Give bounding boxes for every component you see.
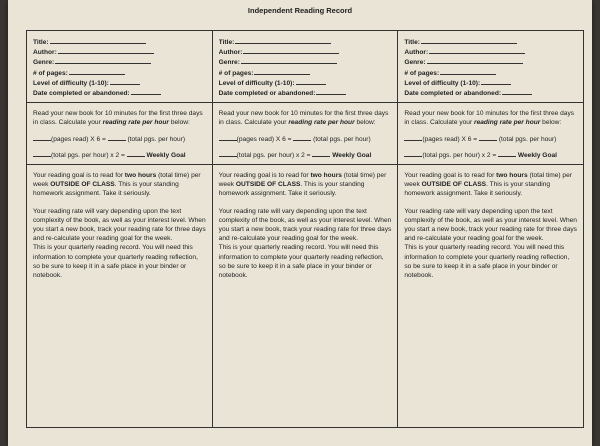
goal-text: Your reading goal is to read for two hours (total time) per week OUTSIDE OF CLASS. This is your standing homework assignment. Take it seriously. (404, 172, 572, 198)
pages-read-blank[interactable] (404, 134, 422, 141)
pgs-per-hour-blank[interactable] (219, 150, 237, 157)
goal-formula: (total pgs. per hour) x 2 = Weekly Goal (404, 150, 577, 160)
goal-text: Your reading goal is to read for two hours (total time) per week OUTSIDE OF CLASS. This is your standing homework assignment. Take it seriously. (33, 172, 201, 198)
rate-formula: (pages read) X 6 = (total pgs. per hour) (33, 134, 206, 144)
difficulty-field: Level of difficulty (1-10): (404, 78, 577, 88)
genre-field: Genre: (404, 57, 577, 67)
pages-field: # of pages: (33, 68, 206, 78)
rate-blank[interactable] (293, 134, 311, 141)
difficulty-blank[interactable] (296, 78, 326, 85)
title-blank[interactable] (421, 37, 517, 44)
record-column-1 (27, 31, 213, 427)
title-blank[interactable] (50, 37, 146, 44)
goal-text: Your reading goal is to read for two hours (total time) per week OUTSIDE OF CLASS. This is your standing homework assignment. Take it seriously. (218, 172, 387, 198)
genre-field: Genre: (219, 57, 392, 67)
date-blank[interactable] (316, 88, 346, 95)
weekly-goal-blank[interactable] (312, 150, 330, 157)
rate-paragraph: Your reading rate will vary depending upon the text complexity of the book, as well as your interest level. When you start a new book, track your reading rate for three days and re-calculate your reading goal for the week. (33, 207, 206, 243)
section-divider (398, 102, 583, 103)
rate-formula: (pages read) X 6 = (total pgs. per hour) (404, 134, 577, 144)
author-field: Author: (219, 47, 392, 57)
instructions-text: Read your new book for 10 minutes for the first three days in class. Calculate your reading rate per hour below: (33, 110, 203, 127)
date-field: Date completed or abandoned: (219, 88, 392, 98)
date-field: Date completed or abandoned: (33, 88, 206, 98)
difficulty-blank[interactable] (110, 78, 140, 85)
goal-formula: (total pgs. per hour) x 2 = Weekly Goal (33, 150, 206, 160)
instructions-text: Read your new book for 10 minutes for the first three days in class. Calculate your reading rate per hour below: (404, 110, 575, 127)
genre-blank[interactable] (241, 57, 337, 64)
section-divider (213, 102, 398, 103)
pages-read-blank[interactable] (219, 134, 237, 141)
author-blank[interactable] (58, 47, 154, 54)
section-divider (27, 164, 212, 165)
page-title: Independent Reading Record (247, 6, 353, 15)
pages-field: # of pages: (404, 68, 577, 78)
difficulty-field: Level of difficulty (1-10): (219, 78, 392, 88)
pages-blank[interactable] (254, 68, 310, 75)
pages-blank[interactable] (440, 68, 496, 75)
rate-formula: (pages read) X 6 = (total pgs. per hour) (219, 134, 392, 144)
rate-paragraph: Your reading rate will vary depending upon the text complexity of the book, as well as your interest level. When you start a new book, track your reading rate for three days and re-calculate your reading goal for the week. (404, 207, 577, 243)
pages-blank[interactable] (69, 68, 125, 75)
author-blank[interactable] (243, 47, 339, 54)
date-blank[interactable] (502, 88, 532, 95)
section-divider (213, 164, 398, 165)
pgs-per-hour-blank[interactable] (404, 150, 422, 157)
title-field: Title: (33, 37, 206, 47)
rate-blank[interactable] (108, 134, 126, 141)
record-table (26, 30, 584, 428)
author-field: Author: (404, 47, 577, 57)
quarterly-paragraph: This is your quarterly reading record. You will need this information to complete your quarterly reading reflection, so be sure to keep it in a safe place in your binder or notebook. (404, 244, 570, 280)
title-field: Title: (404, 37, 577, 47)
goal-formula: (total pgs. per hour) x 2 = Weekly Goal (219, 150, 392, 160)
date-blank[interactable] (131, 88, 161, 95)
date-field: Date completed or abandoned: (404, 88, 577, 98)
genre-blank[interactable] (55, 57, 151, 64)
worksheet-page (8, 0, 592, 446)
difficulty-blank[interactable] (481, 78, 511, 85)
author-field: Author: (33, 47, 206, 57)
rate-paragraph: Your reading rate will vary depending upon the text complexity of the book, as well as your interest level. When you start a new book, track your reading rate for three days and re-calculate your reading goal for the week. (218, 207, 392, 243)
author-blank[interactable] (429, 47, 525, 54)
quarterly-paragraph: This is your quarterly reading record. You will need this information to complete your quarterly reading reflection, so be sure to keep it in a safe place in your binder or notebook. (33, 244, 198, 280)
section-divider (398, 164, 583, 165)
genre-blank[interactable] (427, 57, 523, 64)
rate-blank[interactable] (479, 134, 497, 141)
difficulty-field: Level of difficulty (1-10): (33, 78, 206, 88)
section-divider (27, 102, 212, 103)
instructions-text: Read your new book for 10 minutes for the first three days in class. Calculate your reading rate per hour below: (218, 110, 389, 127)
pgs-per-hour-blank[interactable] (33, 150, 51, 157)
pages-read-blank[interactable] (33, 134, 51, 141)
record-column-2 (213, 31, 399, 427)
pages-field: # of pages: (219, 68, 392, 78)
weekly-goal-blank[interactable] (498, 150, 516, 157)
record-column-3 (398, 31, 583, 427)
title-field: Title: (219, 37, 392, 47)
title-blank[interactable] (235, 37, 331, 44)
quarterly-paragraph: This is your quarterly reading record. You will need this information to complete your quarterly reading reflection, so be sure to keep it in a safe place in your binder or notebook. (218, 244, 384, 280)
genre-field: Genre: (33, 57, 206, 67)
weekly-goal-blank[interactable] (127, 150, 145, 157)
